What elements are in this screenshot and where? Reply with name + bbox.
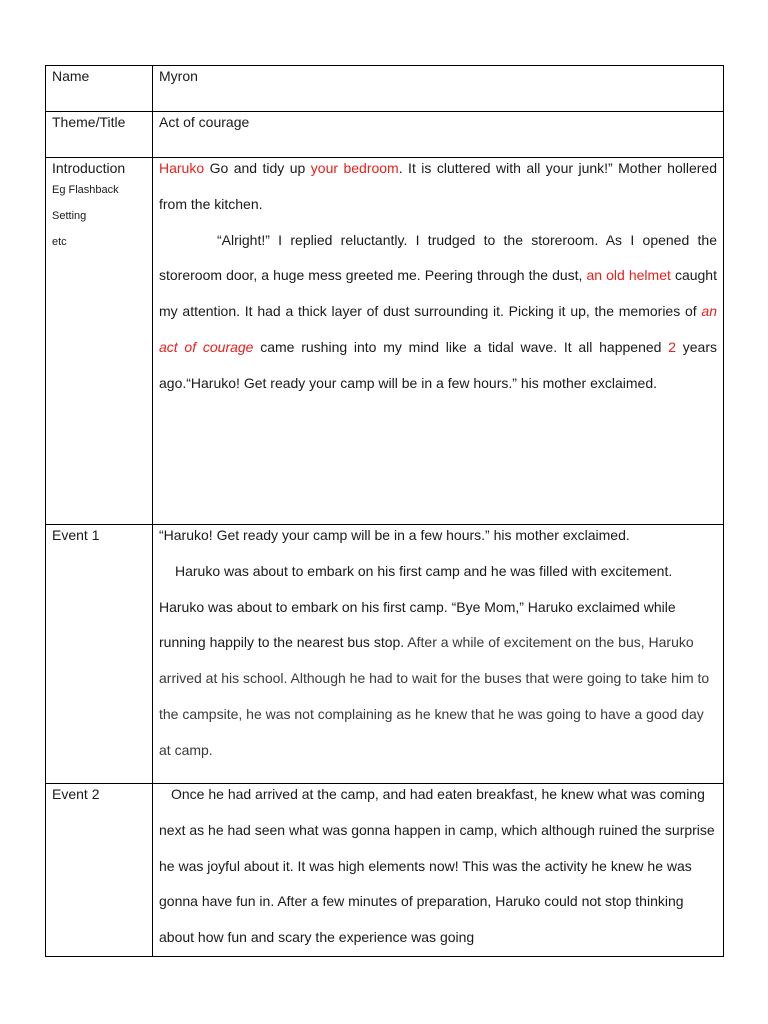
event1-paragraph-1: “Haruko! Get ready your camp will be in a few hours.” his mother exclaimed.: [159, 527, 630, 543]
event1-text-segment-grey: After a while of excitement on the bus, Haruko arrived at his school. Although he had to wait for the buses that were going to take him to the campsite, he was not complaining as he knew that he was going to have a good day at camp.: [159, 634, 710, 758]
introduction-label-cell: [46, 158, 153, 525]
theme-label: Theme/Title: [52, 114, 126, 130]
intro-text-segment: . It is cluttered with all your junk!” Mother hollered from the kitchen.: [159, 160, 717, 212]
event2-label: Event 2: [52, 786, 100, 802]
intro-text-segment: Go and tidy up: [204, 160, 311, 176]
intro-text-segment: years ago.“Haruko! Get ready your camp will be in a few hours.” his mother exclaimed.: [159, 338, 717, 391]
intro-name-haruko: Haruko: [159, 160, 205, 176]
row-introduction: [46, 158, 724, 525]
name-label-cell: [46, 66, 153, 112]
row-theme: [46, 112, 724, 158]
row-event-2: [46, 784, 724, 957]
introduction-paragraph-1: [159, 158, 717, 223]
introduction-label: Introduction: [52, 160, 126, 176]
intro-text-segment: came rushing into my mind like a tidal wave. It all happened: [253, 338, 669, 355]
event1-text-cell: [153, 525, 724, 784]
intro-highlight-number: 2: [668, 338, 676, 355]
name-value: Myron: [159, 68, 198, 84]
introduction-sublabel-setting: Setting: [52, 210, 87, 222]
event1-text-segment: Haruko was about to embark on his first camp and he was filled with excitement. Haruko was about to embark on his first camp. “Bye Mom,” Haruko exclaimed while running happily to the nearest bus stop.: [159, 562, 676, 651]
introduction-text-cell: [153, 158, 724, 525]
theme-value-cell: [153, 112, 724, 158]
introduction-sublabel-flashback: Eg Flashback: [52, 184, 119, 196]
story-planning-table: [45, 65, 724, 957]
row-event-1: [46, 525, 724, 784]
theme-label-cell: [46, 112, 153, 158]
intro-highlight-act-of-courage: an act of courage: [159, 303, 717, 355]
introduction-paragraph-2: [159, 223, 717, 402]
name-label: Name: [52, 68, 90, 84]
event1-label-cell: [46, 525, 153, 784]
intro-highlight-helmet: an old helmet: [586, 267, 671, 284]
event2-label-cell: [46, 784, 153, 957]
intro-highlight-bedroom: your bedroom: [310, 160, 399, 176]
event2-paragraph-1: Once he had arrived at the camp, and had eaten breakfast, he knew what was coming next as he had seen what was gonna happen in camp, which although ruined the surprise he was joyful about it. It was high elements now! This was the activity he knew he was gonna have fun in. After a few minutes of preparation, Haruko could not stop thinking about how fun and scary the experience was going: [159, 786, 715, 946]
event2-text-cell: [153, 784, 724, 957]
intro-text-segment: caught my attention. It had a thick layer of dust surrounding it. Picking it up, the memories of: [159, 267, 717, 320]
event1-paragraph-2: [159, 554, 717, 769]
name-value-cell: [153, 66, 724, 112]
theme-value: Act of courage: [159, 114, 250, 130]
intro-text-segment: “Alright!” I replied reluctantly. I trudged to the storeroom. As I opened the storeroom door, a huge mess greeted me. Peering through the dust,: [159, 231, 717, 284]
introduction-sublabel-etc: etc: [52, 236, 67, 248]
event1-label: Event 1: [52, 527, 100, 543]
row-name: [46, 66, 724, 112]
